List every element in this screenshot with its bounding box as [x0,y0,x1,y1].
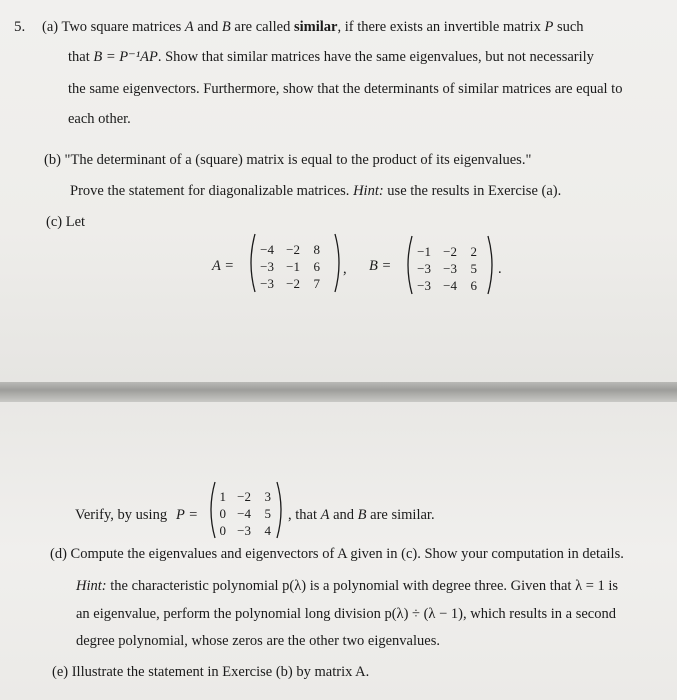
part-c-line-1 [46,215,85,230]
part-a-label: (a) [42,19,59,35]
matrix-a-label [212,259,234,274]
matrix-cell: −2 [286,242,300,257]
matrix-p [206,480,286,540]
symbol-a: A [320,507,330,523]
matrix-cell: −3 [237,523,251,538]
matrix-b-label [369,259,391,274]
part-b-line-2 [70,184,561,199]
part-e-line-1 [52,665,369,680]
hint-label: Hint: [353,183,384,199]
matrix-cell: −3 [417,261,431,276]
part-e-label: (e) [52,664,69,680]
matrix-comma: , [343,261,347,277]
part-d-line-4: degree polynomial, whose zeros are the other two eigenvalues. [76,633,440,649]
matrix-cell: 6 [470,278,477,293]
part-d-line-2 [76,579,618,594]
matrix-p-label-text: P = [176,507,199,523]
similarity-equation: B = P⁻¹AP [93,49,158,65]
part-a-text: . Show that similar matrices have the same eigenvalues, but not necessarily [157,49,594,65]
part-a-line-1 [42,20,584,35]
matrix-cell: −3 [260,276,274,291]
part-a-line-2 [68,50,594,65]
matrix-cell: −2 [286,276,300,291]
part-b-label: (b) [44,152,61,168]
matrix-cell: −1 [417,244,431,259]
part-c-label: (c) [46,214,63,230]
matrix-cell: −3 [417,278,431,293]
symbol-b: B [221,19,231,35]
matrix-cell: 1 [219,489,226,504]
matrix-cell: 6 [313,259,320,274]
part-b-line-1 [44,153,531,168]
matrix-cell: 0 [219,523,226,538]
similar-term: similar [293,19,338,35]
part-b-text: Prove the statement for diagonalizable matrices. [70,183,354,199]
page-fold-divider [0,382,677,402]
matrix-b-label-text: B = [369,258,392,274]
hint-label: Hint: [76,578,107,594]
part-a-text: such [553,19,584,35]
matrix-cell: −3 [443,261,457,276]
verify-text: , that [288,507,321,523]
problem-number: 5. [14,19,26,35]
part-a-line-3: the same eigenvectors. Furthermore, show that the determinants of similar matrices are equal to [68,81,623,97]
matrix-cell: −3 [260,259,274,274]
right-paren-icon [275,480,286,540]
part-a-text: are called [230,19,294,35]
matrix-cell: 5 [470,261,477,276]
verify-text: and [329,507,358,523]
verify-text-post [288,508,435,523]
symbol-p: P [544,19,554,35]
part-a-text: , if there exists an invertible matrix [337,19,545,35]
matrix-p-label [176,508,198,523]
matrix-b [403,234,497,296]
symbol-a: A [184,19,194,35]
matrix-cell: −4 [260,242,274,257]
part-d-label: (d) [50,546,67,562]
part-d-text: Compute the eigenvalues and eigenvectors of A given in (c). Show your computation in details. [70,546,624,562]
part-d-line-3: an eigenvalue, perform the polynomial long division p(λ) ÷ (λ − 1), which results in a second [76,606,616,622]
matrix-cell: 3 [264,489,271,504]
matrix-cell: 0 [219,506,226,521]
part-b-text: use the results in Exercise (a). [383,183,562,199]
part-d-line-1 [50,547,624,562]
verify-text-pre: Verify, by using [75,507,168,523]
part-e-text: Illustrate the statement in Exercise (b) by matrix A. [71,664,370,680]
symbol-b: B [357,507,367,523]
matrix-cell: −4 [443,278,457,293]
part-b-quote: "The determinant of a (square) matrix is equal to the product of its eigenvalues." [64,152,532,168]
matrix-cell: −2 [443,244,457,259]
verify-text: are similar. [366,507,435,523]
matrix-cell: 4 [264,523,271,538]
matrix-cell: −4 [237,506,251,521]
matrix-a [246,232,344,294]
right-paren-icon [486,234,497,296]
matrix-cell: 7 [313,276,320,291]
part-d-text: the characteristic polynomial p(λ) is a polynomial with degree three. Given that λ = 1 is [106,578,619,594]
part-a-line-4: each other. [68,111,131,127]
matrix-a-label-text: A = [212,258,235,274]
matrix-cell: −2 [237,489,251,504]
matrix-cell: 2 [470,244,477,259]
part-a-text: and [193,19,222,35]
matrix-period: . [498,261,502,277]
matrix-cell: −1 [286,259,300,274]
part-a-text: that [68,49,94,65]
part-c-let: Let [65,214,86,230]
matrix-cell: 8 [313,242,320,257]
part-a-text: Two square matrices [61,19,185,35]
matrix-cell: 5 [264,506,271,521]
